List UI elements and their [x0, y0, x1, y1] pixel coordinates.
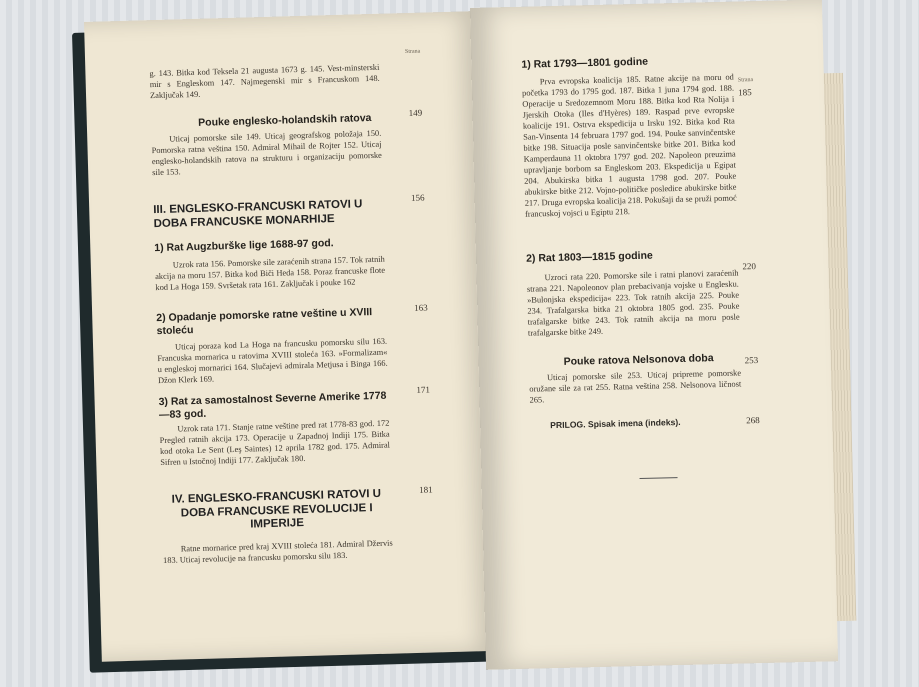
- strana-label: Strana: [737, 77, 754, 84]
- section-title: Pouke ratova Nelsonova doba: [563, 352, 714, 368]
- section-text: Uticaj pomorske sile 149. Uticaj geografskog položaja 150. Pomorska ratna veština 150. Admiral Mihail de Rojter 152. Uticaj englesko-holandskih ratova na strukturu i organizaciju pomorske sile 153.: [151, 128, 382, 178]
- section-title: Pouke englesko-holandskih ratova: [198, 112, 372, 129]
- part-title: IV. ENGLESKO-FRANCUSKI RATOVI U DOBA FRANCUSKE REVOLUCIJE I IMPERIJE: [171, 487, 382, 531]
- chapter-text: Uzrok rata 156. Pomorske sile zaraćenih strana 157. Tok ratnih akcija na moru 157. Bitka kod Biči Heda 158. Poraz francuske flote kod La Hoga 159. Svršetak rata 161. Zaključak i pouke 162: [155, 254, 386, 293]
- page-number: 149: [408, 107, 423, 118]
- left-page: [84, 11, 498, 662]
- chapter-text: Uticaj poraza kod La Hoga na francusku pomorsku silu 163. Francuska mornarica u ratovima XVIII stoleća 163. »Formalizam« u engleskoj mornarici 164. Slučajevi admirala Metjusa i Binga 166. Džon Klerk 169.: [157, 336, 388, 386]
- chapter-title: 2) Rat 1803—1815 godine: [525, 249, 653, 265]
- page-number: 268: [746, 415, 760, 426]
- page-number: 181: [419, 484, 433, 495]
- chapter-text: Uzrok rata 171. Stanje ratne veštine pred rat 1778-83 god. 172 Pregled ratnih akcija 173. Operacije u Zapadnoj Indiji 175. Bitka kod otoka Le Sent (Leş Saintes) 12 aprila 1782 god. 175. Admiral Sifren u Istočnoj Indiji 177. Zaključak 180.: [159, 418, 391, 468]
- page-number: 253: [744, 355, 759, 366]
- appendix-title: PRILOG. Spisak imena (indeks).: [550, 416, 681, 431]
- strana-label: Strana: [404, 48, 421, 56]
- page-number: 163: [413, 302, 428, 313]
- chapter-text: Prva evropska koalicija 185. Ratne akcije na moru od početka 1793 do 1795 god. 187. Bitka 1 juna 1794 god. 188. Operacije u Sredozemnom Moru 188. Bitka kod Rta Nolija i Jjerskih Otoka (Iles d'Hyères) 189. Raspad prve evropske koalicije 191. Ostrva ekspedicija u Irsku 192. Bitka kod Rta San-Vinsenta 14 februara 1797 god. 194. Pouke sanvinčentske bitke 198. Situacija posle sanvinčentske bitke 201. Bitka kod Kamperdauna 11 oktobra 1797 god. 202. Napoleon preuzima upravljanje borbom sa Engleskom 203. Ekspedicija u Egipat 204. Abukirska bitka 1 augusta 1798 god. 207. Pouke abukirske bitke 212. Vojno-političke posledice abukirske bitke 217. Druga evropska koalicija 218. Pokušaji da se pruži pomoć francuskoj vojsci u Egiptu 218.: [521, 72, 737, 219]
- part-text: Ratne mornarice pred kraj XVIII stoleća 181. Admiral Džervis 183. Uticaj revolucije na francusku pomorsku silu 183.: [162, 538, 393, 566]
- chapter-title: 1) Rat Augzburške lige 1688-97 god.: [154, 237, 334, 255]
- section-text: Uticaj pomorske sile 253. Uticaj pripreme pomorske oružane sile za rat 255. Ratna veština 258. Nelsonova ličnost 265.: [529, 368, 742, 405]
- part-title: III. ENGLESKO-FRANCUSKI RATOVI U DOBA FRANCUSKE MONARHIJE: [153, 198, 363, 230]
- end-rule: [640, 477, 678, 479]
- chapter-title: 1) Rat 1793—1801 godine: [521, 55, 649, 71]
- chapter-title: 3) Rat za samostalnost Severne Amerike 1778—83 god.: [158, 389, 387, 421]
- page-number: 156: [410, 192, 425, 203]
- chapter-title: 2) Opadanje pomorske ratne veštine u XVIII stoleću: [156, 306, 373, 337]
- page-number: 171: [416, 384, 431, 395]
- intro-text: g. 143. Bitka kod Teksela 21 augusta 1673 g. 145. Vest-minsterski mir s Engleskom 147. Najmegenski mir s Francuskom 148. Zaključak 149.: [149, 62, 380, 101]
- page-number: 185: [738, 87, 752, 98]
- page-number: 220: [742, 261, 757, 272]
- chapter-text: Uzroci rata 220. Pomorske sile i ratni planovi zaraćenih strana 221. Napoleonov plan prebacivanja vojske u Englesku. »Bulonjska ekspedicija« 223. Tok ratnih akcija 225. Pouke 234. Trafalgarska bitka 21 oktobra 1805 god. 235. Pouke trafalgarske bitke 243. Tok ratnih akcija na moru posle trafalgarske bitke 249.: [526, 268, 740, 338]
- right-page: [470, 0, 838, 670]
